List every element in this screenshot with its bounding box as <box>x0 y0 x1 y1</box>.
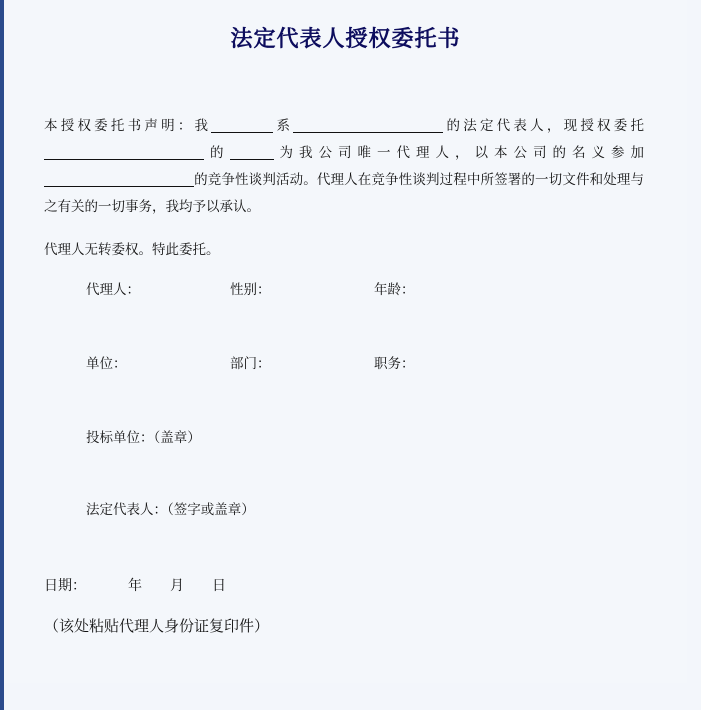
blank-fill-agent-title <box>230 143 274 160</box>
paragraph-no-delegation-statement <box>44 236 644 263</box>
date-unit-year: 年 <box>128 577 142 593</box>
field-label-gender: 性别： <box>230 282 271 297</box>
id-copy-note: （该处粘贴代理人身份证复印件） <box>44 618 270 635</box>
field-row-legal-representative <box>44 498 644 570</box>
date-line <box>44 575 226 595</box>
date-unit-day: 日 <box>212 577 226 593</box>
field-label-unit: 单位： <box>86 356 127 371</box>
blank-fill-agent-name <box>44 143 204 160</box>
field-row-agent-info <box>44 278 644 352</box>
blank-fill-project-name <box>44 170 194 187</box>
page-title: 法定代表人授权委托书 <box>230 26 461 51</box>
document-sheet <box>4 0 687 683</box>
text-segment: 的竞争性谈判活动。代理人在竞争性谈判过程中所签署的一切文件和处理与之有关的一切事务，我均予以承认。 <box>44 172 644 214</box>
field-row-bidder-seal <box>44 426 644 498</box>
field-label-age: 年龄： <box>374 282 415 297</box>
document-body <box>44 112 644 263</box>
paragraph-authorization-statement <box>44 112 644 220</box>
blank-fill-principal-name <box>211 116 273 133</box>
text-segment: 为我公司唯一代理人，以本公司的名义参加 <box>273 145 644 160</box>
field-row-employment-info <box>44 352 644 426</box>
text-segment: 的法定代表人，现授权委托 <box>443 118 645 133</box>
signature-fields <box>44 278 644 570</box>
field-label-agent-name: 代理人： <box>86 282 140 297</box>
text-segment: 的 <box>204 145 230 160</box>
text-segment: 本授权委托书声明：我 <box>44 118 212 133</box>
field-label-bidder-unit-seal: 投标单位：（盖章） <box>86 430 201 445</box>
text-segment: 系 <box>273 118 294 133</box>
field-label-department: 部门： <box>230 356 271 371</box>
text-segment: 代理人无转委权。特此委托。 <box>44 242 220 257</box>
blank-fill-company-name <box>293 116 443 133</box>
date-unit-month: 月 <box>170 577 184 593</box>
field-label-position: 职务： <box>374 356 415 371</box>
field-label-legal-representative-signature: 法定代表人：（签字或盖章） <box>86 502 255 517</box>
date-label: 日期： <box>44 577 86 593</box>
